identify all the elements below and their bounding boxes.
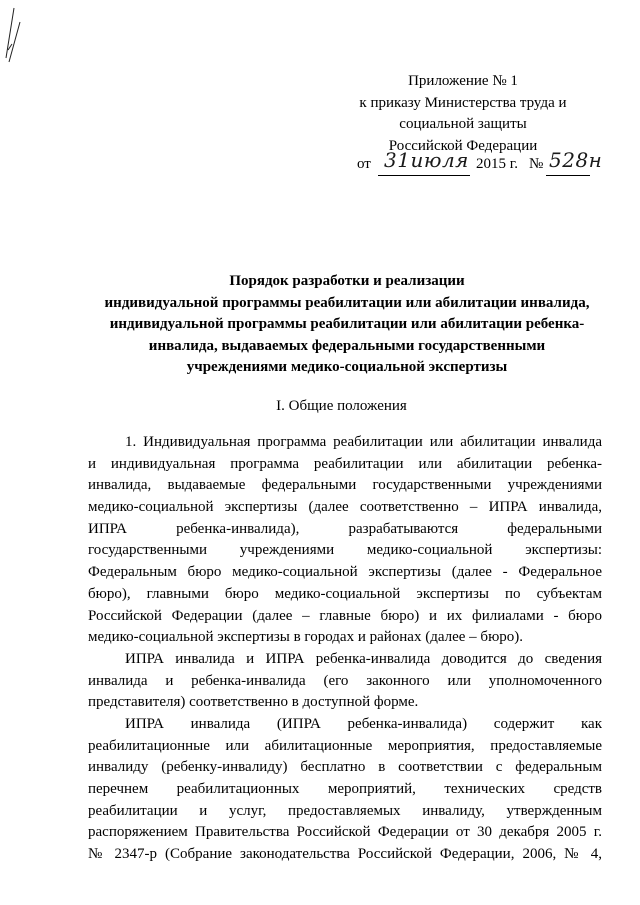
handwritten-order-number: 528н	[549, 148, 603, 172]
body-line: реабилитационные или абилитационные мероприятия, предоставляемые	[88, 737, 602, 754]
number-underline	[546, 175, 590, 176]
year-text: 2015 г.	[476, 156, 518, 172]
body-line: представителя) соответственно в доступной форме.	[88, 694, 419, 711]
pen-stroke-mark	[0, 0, 40, 70]
body-line: и индивидуальная программа реабилитации или абилитации ребенка-	[88, 455, 602, 472]
appendix-block	[348, 71, 578, 157]
title-line: индивидуальной программы реабилитации или абилитации ребенка-	[109, 316, 585, 332]
body-line: инвалида и ребенка-инвалида (его законного или уполномоченного	[88, 672, 602, 689]
body-line: перечнем реабилитационных мероприятий, технических средств	[88, 781, 602, 797]
document-title	[92, 271, 602, 379]
order-date-row	[357, 148, 603, 182]
title-line: учреждениями медико-социальной экспертизы	[186, 359, 508, 375]
appendix-label: Приложение № 1	[408, 73, 518, 89]
body-text	[88, 432, 602, 866]
body-line: бюро), главными бюро медико-социальной экспертизы по субъектам	[88, 585, 602, 602]
body-line: инвалида, выдаваемые федеральными государственными учреждениями	[88, 477, 602, 494]
appendix-order-line: к приказу Министерства труда и	[359, 94, 567, 111]
title-line: индивидуальной программы реабилитации или абилитации инвалида,	[104, 294, 590, 311]
appendix-country-line: Российской Федерации	[388, 137, 538, 154]
section-heading: I. Общие положения	[276, 398, 407, 414]
body-line: ИПРА инвалида и ИПРА ребенка-инвалида доводится до сведения	[125, 650, 602, 667]
body-line: инвалиду (ребенку-инвалиду) бесплатно в соответствии с федеральным	[88, 759, 602, 776]
body-line: Российской Федерации (далее – главные бюро) и их филиалами - бюро	[88, 607, 602, 624]
body-line: Федеральным бюро медико-социальной экспертизы (далее - Федеральное	[88, 564, 602, 581]
body-line: распоряжением Правительства Российской Федерации от 30 декабря 2005 г.	[88, 824, 602, 841]
title-line: инвалида, выдаваемых федеральными государственными	[148, 337, 546, 354]
handwritten-date: 31июля	[384, 148, 469, 172]
body-line: ИПРА ребенка-инвалида), разрабатываются федеральными	[88, 520, 602, 537]
title-line: Порядок разработки и реализации	[229, 273, 465, 289]
number-prefix: №	[529, 156, 544, 172]
body-line: ИПРА инвалида (ИПРА ребенка-инвалида) содержит как	[125, 715, 602, 732]
body-line: № 2347-р (Собрание законодательства Российской Федерации, 2006, № 4,	[88, 846, 602, 863]
body-line: 1. Индивидуальная программа реабилитации или абилитации инвалида	[125, 434, 602, 450]
date-prefix: от	[357, 156, 371, 172]
body-line: медико-социальной экспертизы в городах и районах (далее – бюро).	[88, 629, 524, 646]
appendix-ministry-line: социальной защиты	[399, 116, 527, 132]
body-line: медико-социальной экспертизы (далее соответственно – ИПРА инвалида,	[88, 499, 602, 516]
body-line: государственными учреждениями медико-социальной экспертизы:	[88, 542, 602, 559]
body-line: реабилитации и услуг, предоставляемых инвалиду, утвержденным	[88, 802, 602, 819]
date-underline	[378, 175, 470, 176]
